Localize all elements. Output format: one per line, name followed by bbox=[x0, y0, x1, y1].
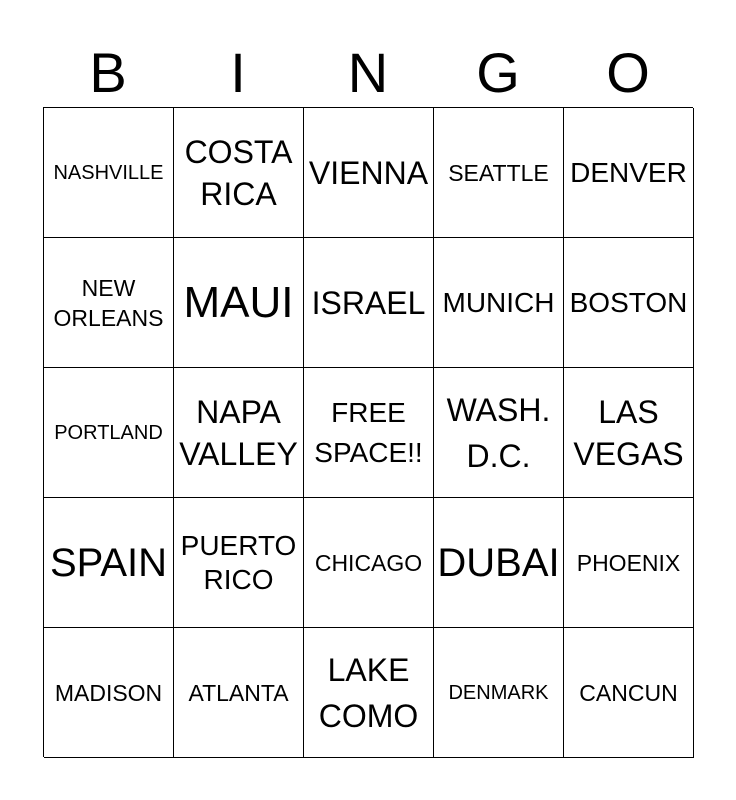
bingo-cell[interactable] bbox=[44, 108, 174, 238]
header-letter-n: N bbox=[347, 41, 389, 104]
bingo-cell[interactable] bbox=[564, 108, 694, 238]
bingo-cell[interactable] bbox=[564, 238, 694, 368]
bingo-cell[interactable] bbox=[434, 238, 564, 368]
header-letter-o: O bbox=[606, 41, 650, 104]
bingo-cell[interactable] bbox=[304, 238, 434, 368]
cell-label: LAS VEGAS bbox=[573, 393, 684, 472]
bingo-cell[interactable] bbox=[434, 368, 564, 498]
header-letter-b: B bbox=[89, 41, 127, 104]
cell-label: WASH. D.C. bbox=[446, 391, 551, 474]
bingo-cell[interactable] bbox=[174, 368, 304, 498]
cell-label: ISRAEL bbox=[311, 284, 426, 321]
cell-label: PORTLAND bbox=[54, 421, 163, 444]
bingo-cell[interactable] bbox=[434, 628, 564, 758]
cell-label: SEATTLE bbox=[448, 159, 549, 186]
cell-label: MUNICH bbox=[442, 286, 555, 318]
cell-label: PHOENIX bbox=[576, 549, 681, 576]
bingo-cell[interactable] bbox=[174, 498, 304, 628]
cell-label: MAUI bbox=[183, 277, 294, 327]
bingo-cell[interactable] bbox=[174, 108, 304, 238]
bingo-cell[interactable] bbox=[564, 498, 694, 628]
cell-label: NASHVILLE bbox=[53, 161, 164, 184]
bingo-cell[interactable] bbox=[304, 498, 434, 628]
cell-label: CANCUN bbox=[579, 679, 678, 706]
bingo-header bbox=[43, 38, 693, 108]
cell-label: ATLANTA bbox=[188, 679, 289, 706]
free-space-cell[interactable] bbox=[304, 368, 434, 498]
cell-label: NAPA VALLEY bbox=[179, 393, 298, 472]
cell-label: COSTA RICA bbox=[184, 133, 293, 212]
bingo-cell[interactable] bbox=[174, 628, 304, 758]
bingo-cell[interactable] bbox=[44, 238, 174, 368]
bingo-cell[interactable] bbox=[44, 628, 174, 758]
bingo-cell[interactable] bbox=[434, 108, 564, 238]
cell-label: PUERTO RICO bbox=[180, 529, 297, 595]
bingo-cell[interactable] bbox=[434, 498, 564, 628]
bingo-cell[interactable] bbox=[304, 628, 434, 758]
cell-label: NEW ORLEANS bbox=[53, 274, 164, 331]
bingo-cell[interactable] bbox=[304, 108, 434, 238]
cell-label: LAKE COMO bbox=[318, 651, 419, 734]
cell-label: DENMARK bbox=[448, 681, 549, 704]
bingo-cell[interactable] bbox=[564, 368, 694, 498]
header-letter-i: I bbox=[230, 41, 246, 104]
bingo-board bbox=[43, 107, 693, 757]
bingo-cell[interactable] bbox=[44, 498, 174, 628]
bingo-cell[interactable] bbox=[44, 368, 174, 498]
cell-label: DUBAI bbox=[437, 540, 560, 585]
bingo-cell[interactable] bbox=[174, 238, 304, 368]
bingo-cell[interactable] bbox=[564, 628, 694, 758]
cell-label: MADISON bbox=[54, 679, 163, 706]
header-letter-g: G bbox=[476, 41, 520, 104]
cell-label: BOSTON bbox=[569, 286, 688, 318]
cell-label: VIENNA bbox=[308, 154, 429, 191]
cell-label: CHICAGO bbox=[314, 549, 423, 576]
cell-label: DENVER bbox=[570, 156, 687, 188]
cell-label: FREE SPACE!! bbox=[314, 396, 423, 468]
cell-label: SPAIN bbox=[49, 540, 168, 585]
